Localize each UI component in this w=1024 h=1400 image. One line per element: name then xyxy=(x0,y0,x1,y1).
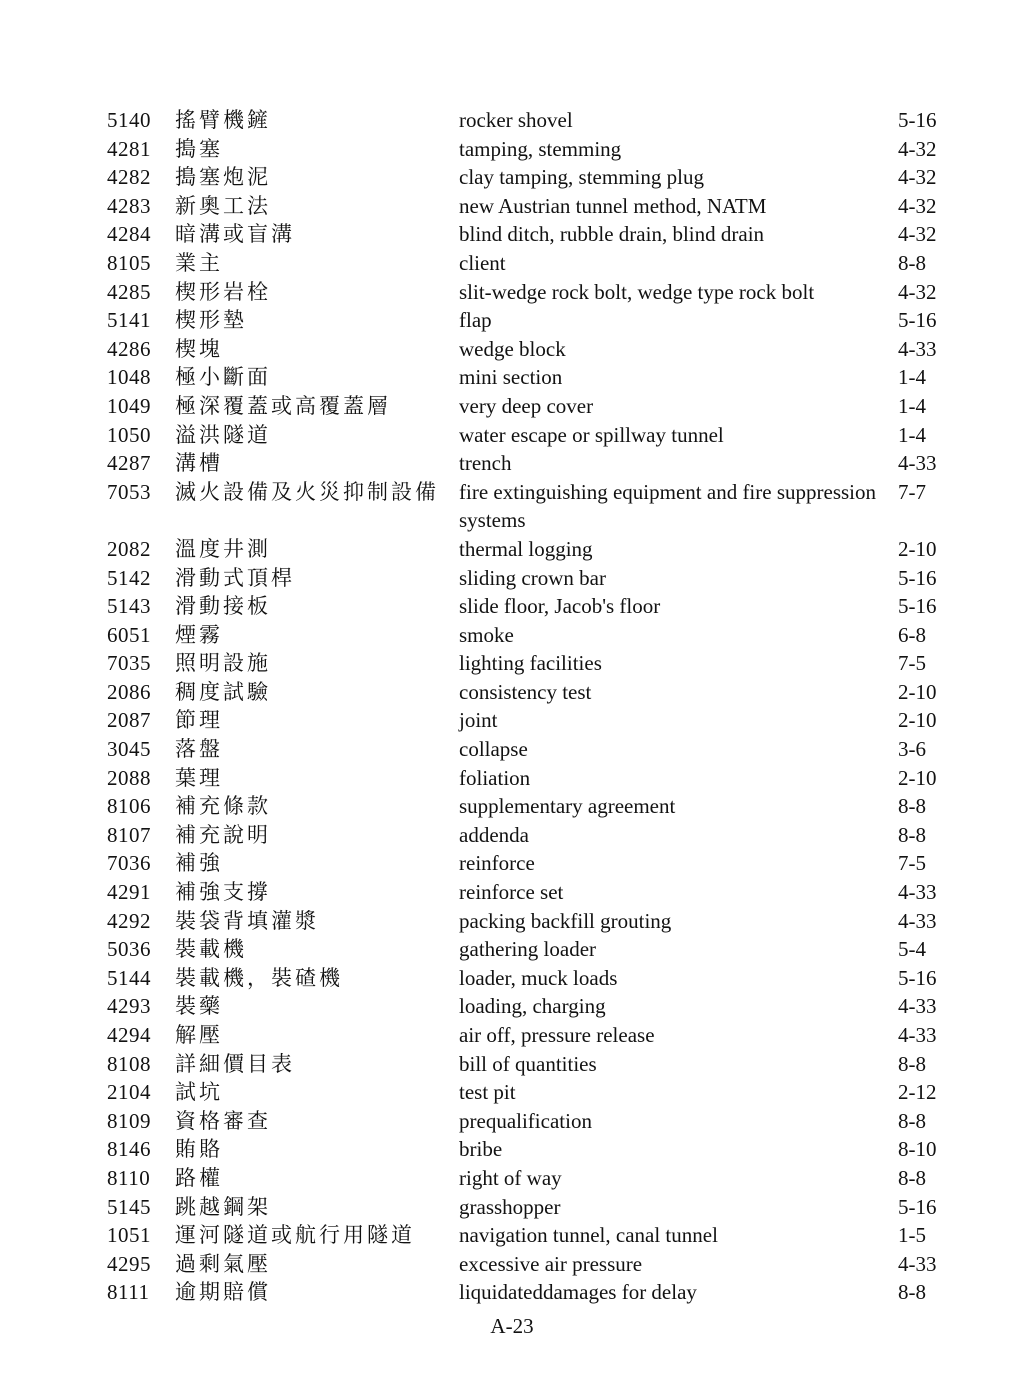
term-page-ref: 1-4 xyxy=(898,365,926,390)
term-page-ref: 4-32 xyxy=(898,222,937,247)
term-chinese: 補強 xyxy=(175,851,223,876)
term-page-ref: 2-12 xyxy=(898,1080,937,1105)
term-english: very deep cover xyxy=(459,393,594,418)
term-page-ref: 7-5 xyxy=(898,651,926,676)
term-code: 8105 xyxy=(107,250,151,275)
term-english: slit-wedge rock bolt, wedge type rock bolt xyxy=(459,279,815,304)
table-row xyxy=(107,535,962,564)
term-chinese: 賄賂 xyxy=(175,1137,223,1162)
term-code: 5142 xyxy=(107,565,151,590)
term-english: trench xyxy=(459,451,512,476)
table-row xyxy=(107,849,962,878)
term-code: 7053 xyxy=(107,479,151,504)
term-english: loading, charging xyxy=(459,994,606,1019)
term-page-ref: 8-8 xyxy=(898,1051,926,1076)
term-code: 4283 xyxy=(107,193,151,218)
term-chinese: 資格審查 xyxy=(175,1108,271,1133)
table-row xyxy=(107,564,962,593)
table-row xyxy=(107,964,962,993)
table-row xyxy=(107,163,962,192)
table-row xyxy=(107,1021,962,1050)
term-chinese: 裝載機，裝碴機 xyxy=(175,965,343,990)
term-english: rocker shovel xyxy=(459,108,573,132)
table-row xyxy=(107,1250,962,1279)
term-page-ref: 4-32 xyxy=(898,165,937,190)
term-page-ref: 2-10 xyxy=(898,679,937,704)
table-row xyxy=(107,1221,962,1250)
term-page-ref: 8-8 xyxy=(898,822,926,847)
term-code: 6051 xyxy=(107,622,151,647)
table-row xyxy=(107,335,962,364)
table-row xyxy=(107,992,962,1021)
term-english: clay tamping, stemming plug xyxy=(459,165,704,190)
term-code: 8110 xyxy=(107,1165,151,1190)
term-code: 4286 xyxy=(107,336,151,361)
term-code: 5144 xyxy=(107,965,151,990)
table-row xyxy=(107,706,962,735)
term-english: tamping, stemming xyxy=(459,136,622,161)
term-english: right of way xyxy=(459,1165,562,1190)
term-page-ref: 5-16 xyxy=(898,565,937,590)
term-chinese: 補充條款 xyxy=(175,794,271,819)
glossary-table xyxy=(107,106,962,1307)
term-chinese: 運河隧道或航行用隧道 xyxy=(175,1223,415,1248)
table-row xyxy=(107,192,962,221)
term-chinese: 裝袋背填灌漿 xyxy=(175,908,319,933)
term-page-ref: 4-33 xyxy=(898,880,937,905)
term-chinese: 楔塊 xyxy=(175,336,223,361)
term-page-ref: 4-33 xyxy=(898,908,937,933)
term-code: 4294 xyxy=(107,1023,151,1047)
term-page-ref: 2-10 xyxy=(898,536,937,561)
term-english: client xyxy=(459,250,506,275)
table-row xyxy=(107,1107,962,1136)
table-row xyxy=(107,935,962,964)
term-chinese: 搖臂機鏟 xyxy=(175,108,271,132)
term-chinese: 溫度井測 xyxy=(175,536,271,561)
term-english: new Austrian tunnel method, NATM xyxy=(459,193,767,218)
term-code: 2087 xyxy=(107,708,151,733)
term-page-ref: 4-32 xyxy=(898,193,937,218)
term-english: bribe xyxy=(459,1137,503,1162)
term-chinese: 詳細價目表 xyxy=(175,1051,295,1076)
term-chinese: 滅火設備及火災抑制設備 xyxy=(175,479,439,504)
term-english: bill of quantities xyxy=(459,1051,597,1076)
table-row xyxy=(107,1278,962,1307)
page-number-footer: A-23 xyxy=(490,1314,534,1338)
term-code: 4287 xyxy=(107,451,151,476)
term-code: 1051 xyxy=(107,1223,151,1248)
table-row xyxy=(107,1164,962,1193)
term-english: liquidateddamages for delay xyxy=(459,1280,697,1305)
term-page-ref: 1-4 xyxy=(898,422,926,447)
table-row xyxy=(107,363,962,392)
term-english: packing backfill grouting xyxy=(459,908,672,933)
term-code: 3045 xyxy=(107,737,151,762)
term-english: reinforce xyxy=(459,851,535,876)
term-chinese: 新奧工法 xyxy=(175,193,271,218)
term-code: 4292 xyxy=(107,908,151,933)
term-english: collapse xyxy=(459,737,528,762)
table-row xyxy=(107,1135,962,1164)
term-chinese: 溝槽 xyxy=(175,451,223,476)
table-row xyxy=(107,821,962,850)
table-row xyxy=(107,249,962,278)
table-row xyxy=(107,421,962,450)
term-code: 4293 xyxy=(107,994,151,1019)
term-page-ref: 8-8 xyxy=(898,1165,926,1190)
table-row xyxy=(107,278,962,307)
term-code: 4281 xyxy=(107,136,151,161)
term-code: 1049 xyxy=(107,393,151,418)
term-english: mini section xyxy=(459,365,563,390)
term-page-ref: 7-5 xyxy=(898,851,926,876)
table-row xyxy=(107,878,962,907)
term-page-ref: 4-33 xyxy=(898,1251,937,1276)
table-row xyxy=(107,678,962,707)
term-code: 8106 xyxy=(107,794,151,819)
term-page-ref: 1-5 xyxy=(898,1223,926,1248)
term-code: 7035 xyxy=(107,651,151,676)
term-english: fire extinguishing equipment and fire suppression systems xyxy=(459,479,876,533)
table-row xyxy=(107,649,962,678)
term-code: 1050 xyxy=(107,422,151,447)
term-chinese: 楔形墊 xyxy=(175,308,247,333)
term-page-ref: 8-8 xyxy=(898,794,926,819)
term-chinese: 極小斷面 xyxy=(175,365,271,390)
term-english: slide floor, Jacob's floor xyxy=(459,594,661,619)
term-code: 2104 xyxy=(107,1080,151,1105)
term-chinese: 極深覆蓋或高覆蓋層 xyxy=(175,393,391,418)
term-page-ref: 7-7 xyxy=(898,479,926,504)
term-page-ref: 4-32 xyxy=(898,136,937,161)
term-chinese: 補充說明 xyxy=(175,822,271,847)
term-page-ref: 4-33 xyxy=(898,451,937,476)
term-code: 4285 xyxy=(107,279,151,304)
term-chinese: 滑動式頂桿 xyxy=(175,565,295,590)
term-page-ref: 6-8 xyxy=(898,622,926,647)
term-code: 2088 xyxy=(107,765,151,790)
term-page-ref: 4-33 xyxy=(898,336,937,361)
term-chinese: 暗溝或盲溝 xyxy=(175,222,295,247)
table-row xyxy=(107,907,962,936)
term-page-ref: 5-16 xyxy=(898,965,937,990)
term-code: 8109 xyxy=(107,1108,151,1133)
term-english: reinforce set xyxy=(459,880,564,905)
term-chinese: 解壓 xyxy=(175,1023,223,1047)
term-code: 4295 xyxy=(107,1251,151,1276)
term-english: water escape or spillway tunnel xyxy=(459,422,724,447)
term-english: test pit xyxy=(459,1080,516,1105)
term-page-ref: 5-16 xyxy=(898,108,937,132)
term-page-ref: 8-8 xyxy=(898,1108,926,1133)
table-row xyxy=(107,392,962,421)
term-english: thermal logging xyxy=(459,536,593,561)
term-chinese: 搗塞 xyxy=(175,136,223,161)
term-english: addenda xyxy=(459,822,529,847)
table-row xyxy=(107,449,962,478)
table-row xyxy=(107,135,962,164)
term-english: prequalification xyxy=(459,1108,592,1133)
term-page-ref: 5-4 xyxy=(898,937,926,962)
term-english: navigation tunnel, canal tunnel xyxy=(459,1223,718,1248)
term-english: air off, pressure release xyxy=(459,1023,655,1047)
term-code: 4291 xyxy=(107,880,151,905)
table-row xyxy=(107,735,962,764)
term-english: wedge block xyxy=(459,336,566,361)
table-row xyxy=(107,1078,962,1107)
term-chinese: 逾期賠償 xyxy=(175,1280,271,1305)
table-row xyxy=(107,478,962,535)
term-english: lighting facilities xyxy=(459,651,602,676)
term-chinese: 落盤 xyxy=(175,737,223,762)
term-page-ref: 4-33 xyxy=(898,1023,937,1047)
term-chinese: 滑動接板 xyxy=(175,594,271,619)
table-row xyxy=(107,792,962,821)
term-page-ref: 1-4 xyxy=(898,393,926,418)
term-page-ref: 8-8 xyxy=(898,250,926,275)
term-code: 5145 xyxy=(107,1194,151,1219)
term-page-ref: 2-10 xyxy=(898,708,937,733)
term-page-ref: 8-8 xyxy=(898,1280,926,1305)
term-chinese: 裝藥 xyxy=(175,994,223,1019)
term-chinese: 路權 xyxy=(175,1165,223,1190)
term-chinese: 過剩氣壓 xyxy=(175,1251,271,1276)
term-chinese: 煙霧 xyxy=(175,622,223,647)
term-code: 5141 xyxy=(107,308,151,333)
term-code: 8146 xyxy=(107,1137,151,1162)
term-code: 4284 xyxy=(107,222,151,247)
term-code: 4282 xyxy=(107,165,151,190)
term-chinese: 試坑 xyxy=(175,1080,223,1105)
term-english: flap xyxy=(459,308,492,333)
term-english: grasshopper xyxy=(459,1194,561,1219)
term-english: sliding crown bar xyxy=(459,565,606,590)
term-chinese: 節理 xyxy=(175,708,223,733)
term-code: 7036 xyxy=(107,851,151,876)
term-code: 8111 xyxy=(107,1280,150,1305)
term-english: consistency test xyxy=(459,679,592,704)
term-english: blind ditch, rubble drain, blind drain xyxy=(459,222,765,247)
term-page-ref: 4-32 xyxy=(898,279,937,304)
table-row xyxy=(107,306,962,335)
term-chinese: 搗塞炮泥 xyxy=(175,165,271,190)
term-code: 8108 xyxy=(107,1051,151,1076)
term-english: smoke xyxy=(459,622,514,647)
term-chinese: 葉理 xyxy=(175,765,223,790)
term-chinese: 楔形岩栓 xyxy=(175,279,271,304)
table-row xyxy=(107,621,962,650)
term-code: 5036 xyxy=(107,937,151,962)
term-code: 2082 xyxy=(107,536,151,561)
term-chinese: 補強支撐 xyxy=(175,880,271,905)
table-row xyxy=(107,220,962,249)
term-english: gathering loader xyxy=(459,937,597,962)
term-english: foliation xyxy=(459,765,531,790)
term-english: excessive air pressure xyxy=(459,1251,643,1276)
term-chinese: 業主 xyxy=(175,250,223,275)
table-row xyxy=(107,592,962,621)
table-row xyxy=(107,1193,962,1222)
term-code: 5143 xyxy=(107,594,151,619)
term-chinese: 跳越鋼架 xyxy=(175,1194,271,1219)
term-chinese: 溢洪隧道 xyxy=(175,422,271,447)
term-page-ref: 5-16 xyxy=(898,308,937,333)
term-page-ref: 2-10 xyxy=(898,765,937,790)
term-english: joint xyxy=(459,708,498,733)
term-english: loader, muck loads xyxy=(459,965,618,990)
term-code: 1048 xyxy=(107,365,151,390)
term-page-ref: 4-33 xyxy=(898,994,937,1019)
table-row xyxy=(107,106,962,135)
table-row xyxy=(107,764,962,793)
term-code: 2086 xyxy=(107,679,151,704)
term-chinese: 裝載機 xyxy=(175,937,247,962)
term-page-ref: 5-16 xyxy=(898,1194,937,1219)
term-chinese: 照明設施 xyxy=(175,651,271,676)
term-english: supplementary agreement xyxy=(459,794,676,819)
term-page-ref: 8-10 xyxy=(898,1137,937,1162)
term-code: 8107 xyxy=(107,822,151,847)
term-page-ref: 5-16 xyxy=(898,594,937,619)
term-chinese: 稠度試驗 xyxy=(175,679,271,704)
term-code: 5140 xyxy=(107,108,151,132)
term-page-ref: 3-6 xyxy=(898,737,926,762)
table-row xyxy=(107,1050,962,1079)
